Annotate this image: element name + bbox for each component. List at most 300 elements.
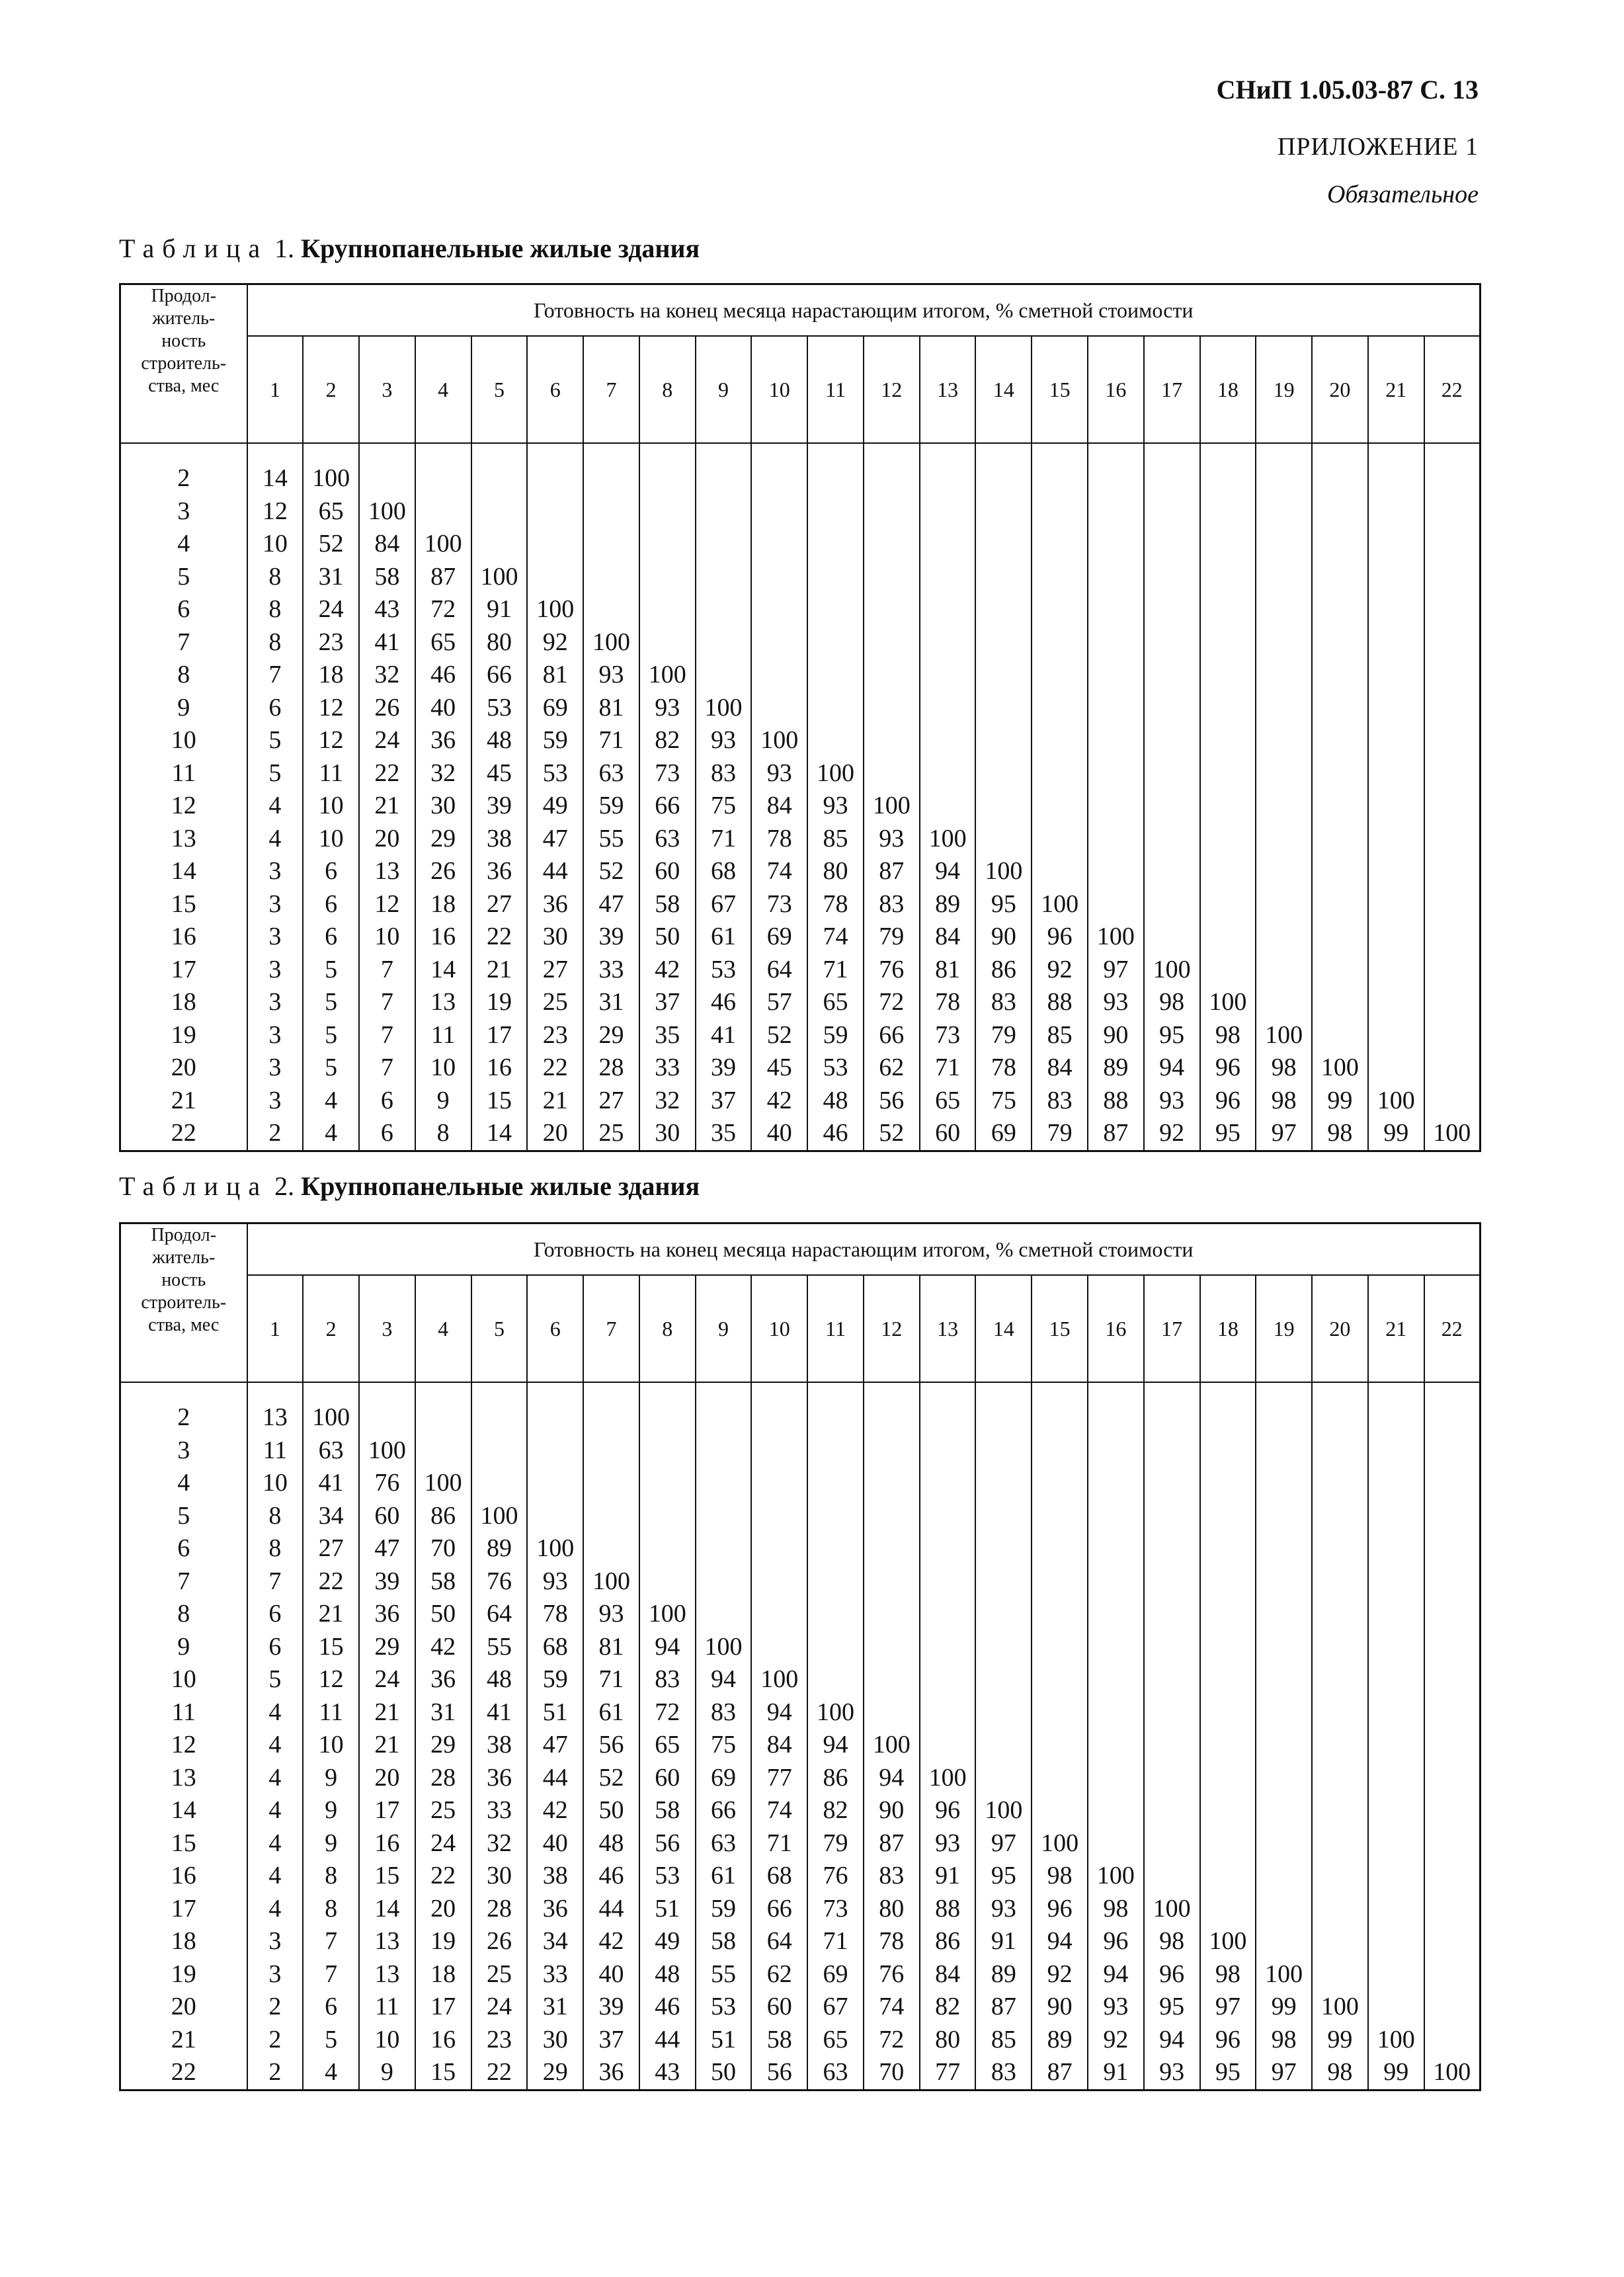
empty-cell bbox=[471, 1401, 528, 1434]
value-cell: 67 bbox=[696, 888, 752, 921]
month-header: 5 bbox=[471, 1275, 528, 1382]
value-cell: 80 bbox=[920, 2024, 976, 2057]
empty-cell bbox=[864, 1434, 920, 1468]
duration-cell: 16 bbox=[120, 1860, 247, 1893]
empty-cell bbox=[583, 1434, 639, 1468]
value-cell: 8 bbox=[247, 561, 304, 594]
empty-cell bbox=[864, 692, 920, 725]
value-cell: 87 bbox=[1088, 1117, 1144, 1151]
empty-cell bbox=[1088, 823, 1144, 856]
value-cell: 47 bbox=[527, 1729, 583, 1762]
value-cell: 63 bbox=[583, 757, 639, 790]
value-cell: 100 bbox=[1088, 1860, 1144, 1893]
empty-cell bbox=[920, 1434, 976, 1468]
empty-cell bbox=[1256, 757, 1312, 790]
empty-cell bbox=[1088, 1598, 1144, 1631]
empty-cell bbox=[1424, 823, 1481, 856]
empty-cell bbox=[751, 1598, 807, 1631]
table-2 bbox=[119, 1222, 1481, 2091]
value-cell: 100 bbox=[639, 1598, 696, 1631]
empty-cell bbox=[1256, 1631, 1312, 1664]
value-cell: 71 bbox=[583, 1663, 639, 1696]
value-cell: 17 bbox=[471, 1019, 528, 1052]
value-cell: 5 bbox=[303, 2024, 359, 2057]
table-row bbox=[120, 1762, 1481, 1795]
value-cell: 100 bbox=[696, 692, 752, 725]
value-cell: 87 bbox=[864, 1827, 920, 1860]
value-cell: 27 bbox=[583, 1085, 639, 1118]
value-cell: 53 bbox=[527, 757, 583, 790]
value-cell: 64 bbox=[751, 954, 807, 987]
empty-cell bbox=[1200, 1598, 1256, 1631]
value-cell: 48 bbox=[639, 1958, 696, 1991]
value-cell: 3 bbox=[247, 1019, 304, 1052]
empty-cell bbox=[1424, 1696, 1481, 1729]
empty-cell bbox=[864, 626, 920, 659]
value-cell: 84 bbox=[359, 528, 415, 561]
value-cell: 73 bbox=[639, 757, 696, 790]
empty-cell bbox=[807, 1565, 864, 1598]
value-cell: 84 bbox=[920, 921, 976, 954]
empty-cell bbox=[1088, 1434, 1144, 1468]
value-cell: 4 bbox=[303, 1117, 359, 1151]
empty-cell bbox=[975, 626, 1032, 659]
empty-cell bbox=[920, 790, 976, 823]
value-cell: 84 bbox=[751, 790, 807, 823]
value-cell: 39 bbox=[696, 1052, 752, 1085]
value-cell: 83 bbox=[864, 1860, 920, 1893]
empty-cell bbox=[1256, 823, 1312, 856]
value-cell: 19 bbox=[471, 986, 528, 1019]
empty-cell bbox=[1368, 1019, 1424, 1052]
empty-cell bbox=[696, 528, 752, 561]
value-cell: 26 bbox=[415, 855, 471, 888]
empty-cell bbox=[1144, 593, 1200, 626]
month-header: 16 bbox=[1088, 1275, 1144, 1382]
value-cell: 3 bbox=[247, 1958, 304, 1991]
value-cell: 48 bbox=[471, 1663, 528, 1696]
empty-cell bbox=[807, 495, 864, 528]
value-cell: 64 bbox=[751, 1925, 807, 1958]
table-row bbox=[120, 1696, 1481, 1729]
empty-cell bbox=[1424, 1991, 1481, 2024]
empty-cell bbox=[1032, 495, 1088, 528]
empty-cell bbox=[1368, 462, 1424, 495]
value-cell: 100 bbox=[1144, 1893, 1200, 1926]
value-cell: 93 bbox=[696, 724, 752, 757]
duration-cell: 10 bbox=[120, 724, 247, 757]
empty-cell bbox=[1368, 593, 1424, 626]
table-row bbox=[120, 1019, 1481, 1052]
empty-cell bbox=[1200, 593, 1256, 626]
value-cell: 94 bbox=[639, 1631, 696, 1664]
empty-cell bbox=[1200, 1565, 1256, 1598]
table-1-caption bbox=[119, 233, 700, 264]
empty-cell bbox=[864, 1532, 920, 1565]
empty-cell bbox=[1312, 1663, 1368, 1696]
table-row bbox=[120, 1500, 1481, 1533]
table-row bbox=[120, 626, 1481, 659]
empty-cell bbox=[1368, 1762, 1424, 1795]
value-cell: 82 bbox=[920, 1991, 976, 2024]
table-row bbox=[120, 462, 1481, 495]
value-cell: 53 bbox=[696, 954, 752, 987]
empty-cell bbox=[751, 1467, 807, 1500]
month-header: 15 bbox=[1032, 336, 1088, 443]
value-cell: 60 bbox=[359, 1500, 415, 1533]
value-cell: 12 bbox=[359, 888, 415, 921]
value-cell: 3 bbox=[247, 954, 304, 987]
value-cell: 7 bbox=[303, 1958, 359, 1991]
value-cell: 44 bbox=[639, 2024, 696, 2057]
empty-cell bbox=[696, 495, 752, 528]
empty-cell bbox=[920, 692, 976, 725]
group-header: Готовность на конец месяца нарастающим итогом, % сметной стоимости bbox=[247, 1223, 1481, 1276]
empty-cell bbox=[359, 1401, 415, 1434]
empty-cell bbox=[527, 495, 583, 528]
value-cell: 5 bbox=[303, 1052, 359, 1085]
value-cell: 97 bbox=[975, 1827, 1032, 1860]
empty-cell bbox=[1032, 561, 1088, 594]
month-header: 10 bbox=[751, 336, 807, 443]
value-cell: 2 bbox=[247, 1991, 304, 2024]
empty-cell bbox=[975, 495, 1032, 528]
empty-cell bbox=[1368, 790, 1424, 823]
value-cell: 58 bbox=[359, 561, 415, 594]
value-cell: 56 bbox=[751, 2056, 807, 2090]
value-cell: 98 bbox=[1200, 1019, 1256, 1052]
value-cell: 100 bbox=[1424, 1117, 1481, 1151]
value-cell: 6 bbox=[247, 692, 304, 725]
empty-cell bbox=[583, 1500, 639, 1533]
value-cell: 96 bbox=[1032, 921, 1088, 954]
month-header: 6 bbox=[527, 1275, 583, 1382]
value-cell: 50 bbox=[415, 1598, 471, 1631]
value-cell: 64 bbox=[471, 1598, 528, 1631]
value-cell: 66 bbox=[471, 659, 528, 692]
value-cell: 96 bbox=[1200, 2024, 1256, 2057]
empty-cell bbox=[1200, 757, 1256, 790]
empty-cell bbox=[1032, 1565, 1088, 1598]
month-header: 13 bbox=[920, 1275, 976, 1382]
empty-cell bbox=[1144, 528, 1200, 561]
duration-cell: 6 bbox=[120, 593, 247, 626]
value-cell: 39 bbox=[471, 790, 528, 823]
empty-cell bbox=[696, 462, 752, 495]
empty-cell bbox=[1200, 626, 1256, 659]
month-header: 18 bbox=[1200, 1275, 1256, 1382]
table-row bbox=[120, 1958, 1481, 1991]
value-cell: 87 bbox=[415, 561, 471, 594]
empty-cell bbox=[1424, 1019, 1481, 1052]
value-cell: 76 bbox=[864, 954, 920, 987]
group-header: Готовность на конец месяца нарастающим итогом, % сметной стоимости bbox=[247, 284, 1481, 337]
empty-cell bbox=[639, 462, 696, 495]
empty-cell bbox=[1424, 659, 1481, 692]
value-cell: 7 bbox=[359, 986, 415, 1019]
value-cell: 72 bbox=[864, 2024, 920, 2057]
value-cell: 33 bbox=[639, 1052, 696, 1085]
value-cell: 57 bbox=[751, 986, 807, 1019]
value-cell: 29 bbox=[415, 823, 471, 856]
empty-cell bbox=[1144, 1696, 1200, 1729]
empty-cell bbox=[807, 561, 864, 594]
mandatory-label: Обязательное bbox=[1326, 181, 1479, 208]
table-row bbox=[120, 1893, 1481, 1926]
month-header: 21 bbox=[1368, 336, 1424, 443]
value-cell: 36 bbox=[527, 888, 583, 921]
value-cell: 86 bbox=[415, 1500, 471, 1533]
empty-cell bbox=[1144, 1631, 1200, 1664]
empty-cell bbox=[1200, 495, 1256, 528]
value-cell: 95 bbox=[1144, 1019, 1200, 1052]
value-cell: 65 bbox=[920, 1085, 976, 1118]
empty-cell bbox=[1256, 1762, 1312, 1795]
duration-cell: 12 bbox=[120, 790, 247, 823]
empty-cell bbox=[1312, 1794, 1368, 1827]
empty-cell bbox=[920, 495, 976, 528]
empty-cell bbox=[1144, 561, 1200, 594]
empty-cell bbox=[1088, 1729, 1144, 1762]
empty-cell bbox=[583, 1532, 639, 1565]
table-row bbox=[120, 1925, 1481, 1958]
value-cell: 74 bbox=[751, 855, 807, 888]
value-cell: 41 bbox=[696, 1019, 752, 1052]
empty-cell bbox=[807, 1663, 864, 1696]
month-header: 9 bbox=[696, 336, 752, 443]
empty-cell bbox=[751, 561, 807, 594]
value-cell: 75 bbox=[696, 1729, 752, 1762]
empty-cell bbox=[1144, 659, 1200, 692]
table-row bbox=[120, 2056, 1481, 2090]
table-row bbox=[120, 1827, 1481, 1860]
value-cell: 48 bbox=[471, 724, 528, 757]
value-cell: 93 bbox=[583, 659, 639, 692]
empty-cell bbox=[751, 692, 807, 725]
empty-cell bbox=[1144, 1434, 1200, 1468]
value-cell: 51 bbox=[527, 1696, 583, 1729]
duration-cell: 4 bbox=[120, 1467, 247, 1500]
duration-cell: 11 bbox=[120, 1696, 247, 1729]
empty-cell bbox=[1424, 855, 1481, 888]
duration-cell: 19 bbox=[120, 1019, 247, 1052]
value-cell: 46 bbox=[415, 659, 471, 692]
value-cell: 81 bbox=[583, 1631, 639, 1664]
empty-cell bbox=[1144, 921, 1200, 954]
value-cell: 16 bbox=[471, 1052, 528, 1085]
value-cell: 11 bbox=[303, 757, 359, 790]
value-cell: 89 bbox=[975, 1958, 1032, 1991]
empty-cell bbox=[1424, 1500, 1481, 1533]
empty-cell bbox=[1144, 1500, 1200, 1533]
value-cell: 98 bbox=[1144, 986, 1200, 1019]
value-cell: 50 bbox=[639, 921, 696, 954]
empty-cell bbox=[1200, 1893, 1256, 1926]
empty-cell bbox=[1368, 986, 1424, 1019]
empty-cell bbox=[1088, 790, 1144, 823]
value-cell: 22 bbox=[471, 921, 528, 954]
empty-cell bbox=[1424, 1893, 1481, 1926]
value-cell: 60 bbox=[751, 1991, 807, 2024]
caption-number: 2. bbox=[274, 1171, 295, 1201]
value-cell: 99 bbox=[1312, 2024, 1368, 2057]
value-cell: 83 bbox=[975, 2056, 1032, 2090]
value-cell: 3 bbox=[247, 986, 304, 1019]
empty-cell bbox=[1088, 692, 1144, 725]
value-cell: 74 bbox=[864, 1991, 920, 2024]
empty-cell bbox=[1256, 626, 1312, 659]
value-cell: 90 bbox=[1032, 1991, 1088, 2024]
empty-cell bbox=[1032, 1598, 1088, 1631]
table-row bbox=[120, 1631, 1481, 1664]
empty-cell bbox=[1200, 790, 1256, 823]
table-row bbox=[120, 593, 1481, 626]
table-row bbox=[120, 1729, 1481, 1762]
empty-cell bbox=[1424, 1729, 1481, 1762]
value-cell: 100 bbox=[1256, 1958, 1312, 1991]
value-cell: 42 bbox=[751, 1085, 807, 1118]
value-cell: 26 bbox=[471, 1925, 528, 1958]
value-cell: 30 bbox=[415, 790, 471, 823]
empty-cell bbox=[920, 626, 976, 659]
empty-cell bbox=[1424, 1085, 1481, 1118]
empty-cell bbox=[471, 1467, 528, 1500]
value-cell: 12 bbox=[303, 1663, 359, 1696]
empty-cell bbox=[1200, 855, 1256, 888]
value-cell: 25 bbox=[471, 1958, 528, 1991]
value-cell: 50 bbox=[696, 2056, 752, 2090]
empty-cell bbox=[1200, 1467, 1256, 1500]
value-cell: 82 bbox=[639, 724, 696, 757]
empty-cell bbox=[1312, 1467, 1368, 1500]
value-cell: 10 bbox=[247, 528, 304, 561]
value-cell: 39 bbox=[583, 921, 639, 954]
value-cell: 10 bbox=[303, 1729, 359, 1762]
empty-cell bbox=[1368, 1532, 1424, 1565]
value-cell: 38 bbox=[527, 1860, 583, 1893]
empty-cell bbox=[1368, 528, 1424, 561]
value-cell: 40 bbox=[415, 692, 471, 725]
month-header: 20 bbox=[1312, 336, 1368, 443]
empty-cell bbox=[975, 692, 1032, 725]
value-cell: 13 bbox=[359, 1925, 415, 1958]
value-cell: 92 bbox=[1088, 2024, 1144, 2057]
empty-cell bbox=[1312, 1500, 1368, 1533]
appendix-label: ПРИЛОЖЕНИЕ 1 bbox=[1277, 133, 1479, 161]
value-cell: 100 bbox=[471, 1500, 528, 1533]
empty-cell bbox=[751, 1532, 807, 1565]
empty-cell bbox=[1200, 1729, 1256, 1762]
empty-cell bbox=[920, 462, 976, 495]
empty-cell bbox=[807, 1401, 864, 1434]
value-cell: 79 bbox=[1032, 1117, 1088, 1151]
table-row bbox=[120, 1532, 1481, 1565]
table-row bbox=[120, 561, 1481, 594]
value-cell: 18 bbox=[415, 1958, 471, 1991]
value-cell: 16 bbox=[415, 921, 471, 954]
empty-cell bbox=[1424, 495, 1481, 528]
month-header: 12 bbox=[864, 1275, 920, 1382]
value-cell: 100 bbox=[1256, 1019, 1312, 1052]
value-cell: 65 bbox=[807, 986, 864, 1019]
value-cell: 52 bbox=[583, 1762, 639, 1795]
value-cell: 17 bbox=[415, 1991, 471, 2024]
value-cell: 81 bbox=[583, 692, 639, 725]
empty-cell bbox=[1200, 1401, 1256, 1434]
value-cell: 100 bbox=[1200, 1925, 1256, 1958]
empty-cell bbox=[1088, 528, 1144, 561]
value-cell: 20 bbox=[415, 1893, 471, 1926]
value-cell: 100 bbox=[1312, 1052, 1368, 1085]
value-cell: 78 bbox=[527, 1598, 583, 1631]
empty-cell bbox=[920, 593, 976, 626]
value-cell: 42 bbox=[527, 1794, 583, 1827]
value-cell: 91 bbox=[1088, 2056, 1144, 2090]
value-cell: 15 bbox=[359, 1860, 415, 1893]
value-cell: 73 bbox=[920, 1019, 976, 1052]
value-cell: 9 bbox=[303, 1794, 359, 1827]
empty-cell bbox=[1368, 921, 1424, 954]
empty-cell bbox=[1368, 1500, 1424, 1533]
table-row bbox=[120, 1565, 1481, 1598]
table-row bbox=[120, 495, 1481, 528]
value-cell: 46 bbox=[639, 1991, 696, 2024]
duration-cell: 19 bbox=[120, 1958, 247, 1991]
value-cell: 14 bbox=[359, 1893, 415, 1926]
duration-cell: 16 bbox=[120, 921, 247, 954]
month-header: 1 bbox=[247, 1275, 304, 1382]
empty-cell bbox=[751, 659, 807, 692]
value-cell: 93 bbox=[807, 790, 864, 823]
value-cell: 11 bbox=[359, 1991, 415, 2024]
value-cell: 93 bbox=[975, 1893, 1032, 1926]
value-cell: 42 bbox=[639, 954, 696, 987]
empty-cell bbox=[1424, 724, 1481, 757]
value-cell: 28 bbox=[415, 1762, 471, 1795]
value-cell: 79 bbox=[864, 921, 920, 954]
value-cell: 11 bbox=[247, 1434, 304, 1468]
empty-cell bbox=[1256, 1893, 1312, 1926]
value-cell: 23 bbox=[527, 1019, 583, 1052]
empty-cell bbox=[1032, 1434, 1088, 1468]
empty-cell bbox=[864, 1598, 920, 1631]
duration-cell: 9 bbox=[120, 692, 247, 725]
value-cell: 69 bbox=[696, 1762, 752, 1795]
value-cell: 81 bbox=[527, 659, 583, 692]
value-cell: 99 bbox=[1256, 1991, 1312, 2024]
empty-cell bbox=[1032, 1794, 1088, 1827]
value-cell: 98 bbox=[1312, 1117, 1368, 1151]
empty-cell bbox=[1088, 1532, 1144, 1565]
value-cell: 12 bbox=[303, 692, 359, 725]
value-cell: 94 bbox=[696, 1663, 752, 1696]
value-cell: 74 bbox=[751, 1794, 807, 1827]
empty-cell bbox=[1312, 954, 1368, 987]
empty-cell bbox=[1424, 528, 1481, 561]
empty-cell bbox=[1032, 626, 1088, 659]
table-row bbox=[120, 888, 1481, 921]
value-cell: 78 bbox=[920, 986, 976, 1019]
empty-cell bbox=[920, 659, 976, 692]
empty-cell bbox=[864, 528, 920, 561]
value-cell: 36 bbox=[471, 1762, 528, 1795]
empty-cell bbox=[1032, 823, 1088, 856]
value-cell: 16 bbox=[359, 1827, 415, 1860]
value-cell: 30 bbox=[471, 1860, 528, 1893]
empty-cell bbox=[1312, 528, 1368, 561]
value-cell: 36 bbox=[583, 2056, 639, 2090]
empty-cell bbox=[1424, 888, 1481, 921]
